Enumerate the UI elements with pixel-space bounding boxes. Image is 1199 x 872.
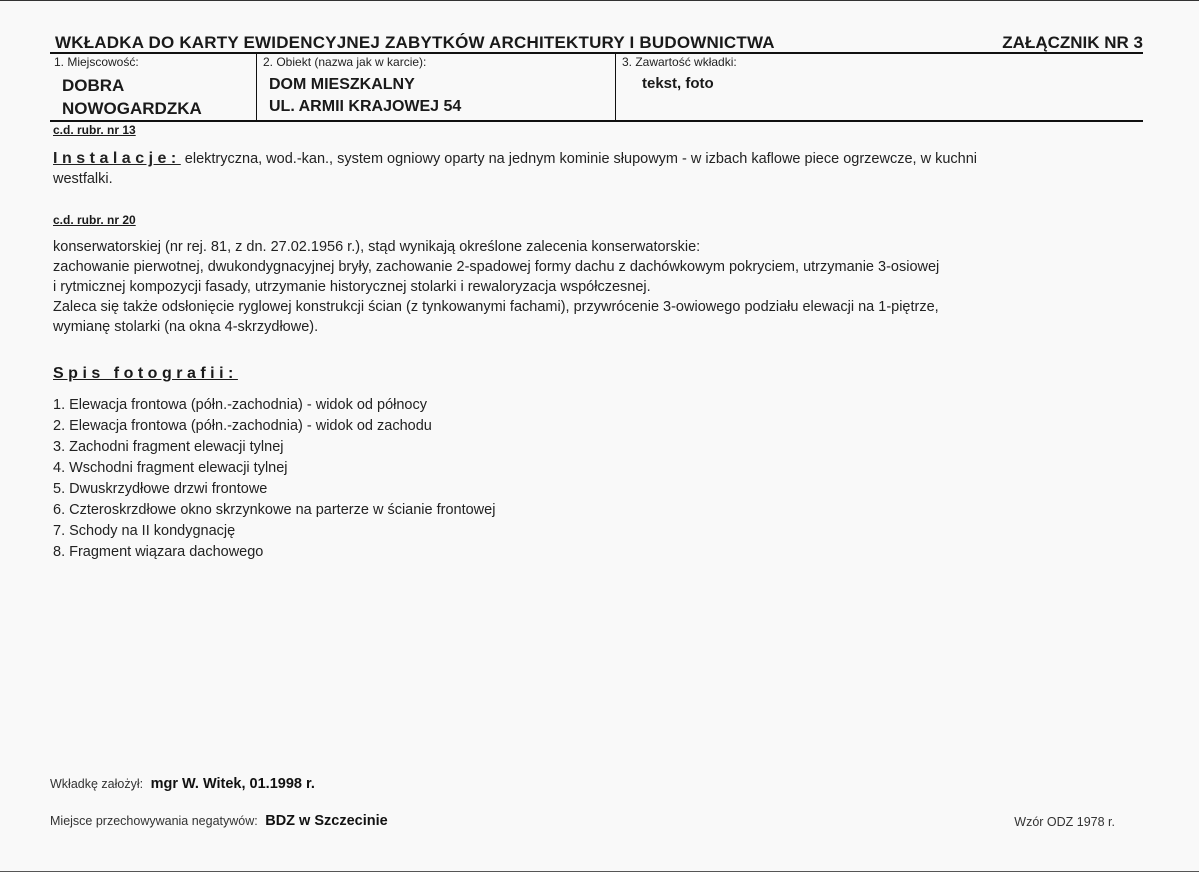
author-label: Wkładkę założył: [50, 777, 144, 791]
storage-label: Miejsce przechowywania negatywów: [50, 814, 258, 828]
object-line1: DOM MIESZKALNY [269, 76, 415, 93]
header-fields-grid [50, 54, 1143, 122]
form-pattern-note: Wzór ODZ 1978 r. [1014, 815, 1115, 829]
location-line2: NOWOGARDZKA [62, 99, 202, 118]
location-value [62, 74, 202, 120]
storage-line [50, 813, 388, 829]
content-label: 3. Zawartość wkładki: [622, 55, 737, 69]
location-label: 1. Miejscowość: [54, 55, 139, 69]
content-cell [616, 54, 1143, 120]
conservation-line: Zaleca się także odsłonięcie ryglowej konstrukcji ścian (z tynkowanymi fachami), przywrócenie 3-owiowego podziału elewacji na 1-piętrze, [53, 299, 939, 315]
document-title: WKŁADKA DO KARTY EWIDENCYJNEJ ZABYTKÓW ARCHITEKTURY I BUDOWNICTWA [55, 33, 775, 52]
installations-line2: westfalki. [53, 171, 113, 187]
photos-heading [53, 365, 238, 383]
location-cell [50, 54, 257, 120]
installations-line1 [53, 149, 1143, 169]
photo-list-item: 1. Elewacja frontowa (półn.-zachodnia) - widok od północy [53, 397, 427, 413]
conservation-line: konserwatorskiej (nr rej. 81, z dn. 27.02.1956 r.), stąd wynikają określone zalecenia konserwatorskie: [53, 239, 701, 255]
content-value: tekst, foto [642, 75, 714, 92]
object-label: 2. Obiekt (nazwa jak w karcie): [263, 55, 427, 69]
installations-paragraph [53, 149, 1143, 189]
photo-list-item: 3. Zachodni fragment elewacji tylnej [53, 439, 284, 455]
object-line2: UL. ARMII KRAJOWEJ 54 [269, 98, 462, 115]
object-cell [257, 54, 616, 120]
object-value [269, 74, 461, 118]
conservation-line: wymianę stolarki (na okna 4-skrzydłowe). [53, 319, 319, 335]
photo-list-item: 2. Elewacja frontowa (półn.-zachodnia) - widok od zachodu [53, 418, 432, 434]
photo-list [53, 395, 495, 563]
photos-heading-text: Spis fotografii: [53, 365, 238, 382]
attachment-number: ZAŁĄCZNIK NR 3 [1002, 33, 1143, 52]
storage-value: BDZ w Szczecinie [265, 813, 388, 829]
rubric-20: c.d. rubr. nr 20 [53, 213, 136, 227]
author-line [50, 776, 315, 792]
installations-text: elektryczna, wod.-kan., system ogniowy oparty na jednym kominie słupowym - w izbach kaflowe piece ogrzewcze, w kuchni [180, 151, 977, 167]
photo-list-item: 7. Schody na II kondygnację [53, 523, 236, 539]
author-value: mgr W. Witek, 01.1998 r. [150, 776, 315, 792]
photo-list-item: 8. Fragment wiązara dachowego [53, 544, 264, 560]
location-line1: DOBRA [62, 76, 125, 95]
photo-list-item: 5. Dwuskrzydłowe drzwi frontowe [53, 481, 268, 497]
photo-list-item: 4. Wschodni fragment elewacji tylnej [53, 460, 288, 476]
installations-heading: Instalacje: [53, 150, 181, 167]
conservation-paragraph [53, 237, 1143, 337]
conservation-line: i rytmicznej kompozycji fasady, utrzymanie historycznej stolarki i rewaloryzacja współczesnej. [53, 279, 651, 295]
photo-list-item: 6. Czteroskrzdłowe okno skrzynkowe na parterze w ścianie frontowej [53, 502, 496, 518]
conservation-line: zachowanie pierwotnej, dwukondygnacyjnej bryły, zachowanie 2-spadowej formy dachu z dachówkowym pokryciem, utrzymanie 3-osiowej [53, 259, 940, 275]
rubric-13: c.d. rubr. nr 13 [53, 123, 136, 137]
